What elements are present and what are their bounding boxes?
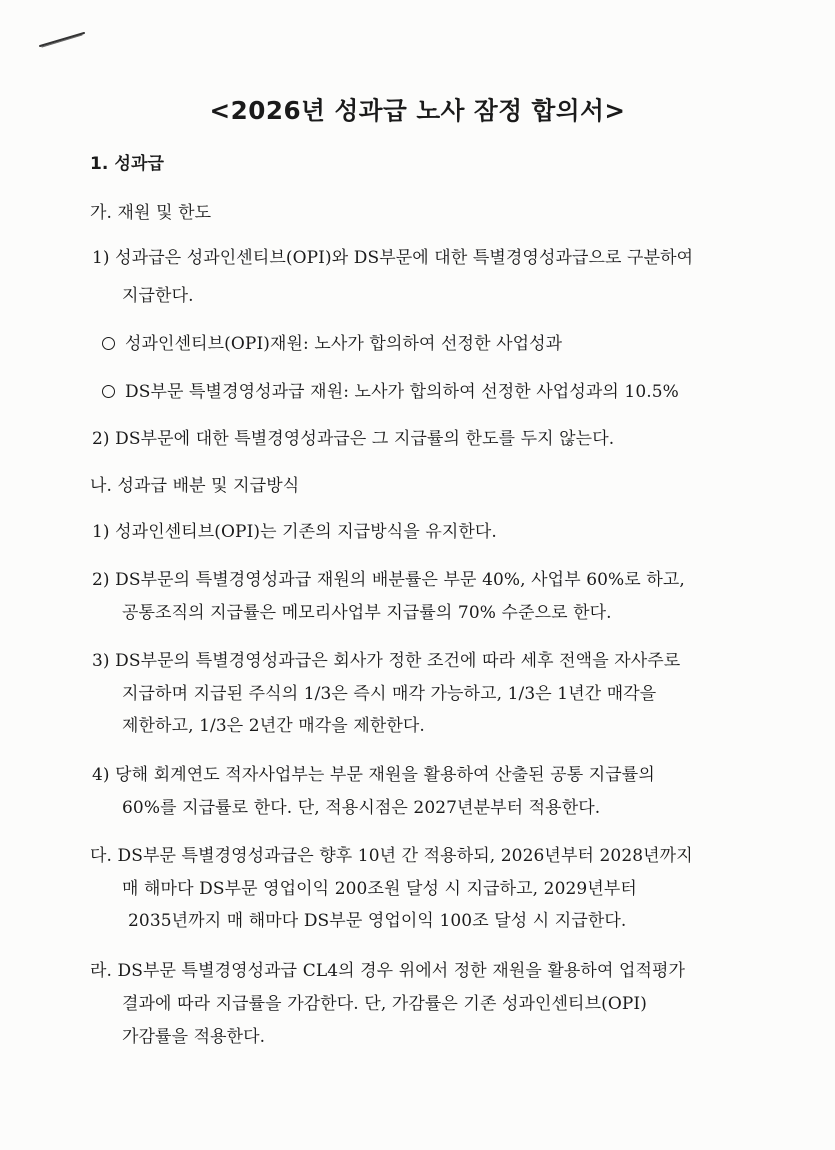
clause-da-line2: 매 해마다 DS부문 영업이익 200조원 달성 시 지급하고, 2029년부터 (122, 879, 637, 899)
pen-stroke-icon (38, 30, 88, 50)
document-title: <2026년 성과급 노사 잠정 합의서> (209, 96, 626, 125)
clause-na-1: 1) 성과인센티브(OPI)는 기존의 지급방식을 유지한다. (92, 522, 497, 542)
circle-bullet-icon (102, 337, 115, 350)
section-heading: 1. 성과급 (90, 154, 165, 174)
bullet-item (102, 377, 679, 402)
clause-ra-line3: 가감률을 적용한다. (122, 1027, 266, 1047)
clause-da-line1: 다. DS부문 특별경영성과급은 향후 10년 간 적용하되, 2026년부터 2028년까지 (90, 846, 693, 866)
subsection-ga-heading: 가. 재원 및 한도 (90, 203, 212, 223)
clause-ga-1-line1: 1) 성과급은 성과인센티브(OPI)와 DS부문에 대한 특별경영성과급으로 구분하여 (92, 248, 694, 268)
clause-da-line3: 2035년까지 매 해마다 DS부문 영업이익 100조 달성 시 지급한다. (128, 911, 627, 931)
clause-ra-line2: 결과에 따라 지급률을 가감한다. 단, 가감률은 기존 성과인센티브(OPI) (122, 994, 647, 1014)
bullet-item (102, 329, 562, 354)
clause-ga-2: 2) DS부문에 대한 특별경영성과급은 그 지급률의 한도를 두지 않는다. (92, 429, 615, 449)
bullet-text: DS부문 특별경영성과급 재원: 노사가 합의하여 선정한 사업성과의 10.5% (125, 382, 679, 402)
clause-na-2-line2: 공통조직의 지급률은 메모리사업부 지급률의 70% 수준으로 한다. (122, 603, 612, 623)
clause-na-3-line1: 3) DS부문의 특별경영성과급은 회사가 정한 조건에 따라 세후 전액을 자사주로 (92, 651, 681, 671)
clause-ga-1-line2: 지급한다. (122, 286, 194, 306)
subsection-na-heading: 나. 성과급 배분 및 지급방식 (90, 476, 300, 496)
clause-na-3-line2: 지급하며 지급된 주식의 1/3은 즉시 매각 가능하고, 1/3은 1년간 매각을 (122, 684, 657, 704)
clause-na-4-line1: 4) 당해 회계연도 적자사업부는 부문 재원을 활용하여 산출된 공통 지급률의 (92, 765, 655, 785)
clause-na-2-line1: 2) DS부문의 특별경영성과급 재원의 배분률은 부문 40%, 사업부 60%로 하고, (92, 570, 685, 590)
bullet-text: 성과인센티브(OPI)재원: 노사가 합의하여 선정한 사업성과 (125, 334, 563, 354)
clause-ra-line1: 라. DS부문 특별경영성과급 CL4의 경우 위에서 정한 재원을 활용하여 업적평가 (90, 961, 686, 981)
clause-na-4-line2: 60%를 지급률로 한다. 단, 적용시점은 2027년분부터 적용한다. (122, 798, 601, 818)
clause-na-3-line3: 제한하고, 1/3은 2년간 매각을 제한한다. (122, 716, 425, 736)
circle-bullet-icon (102, 385, 115, 398)
